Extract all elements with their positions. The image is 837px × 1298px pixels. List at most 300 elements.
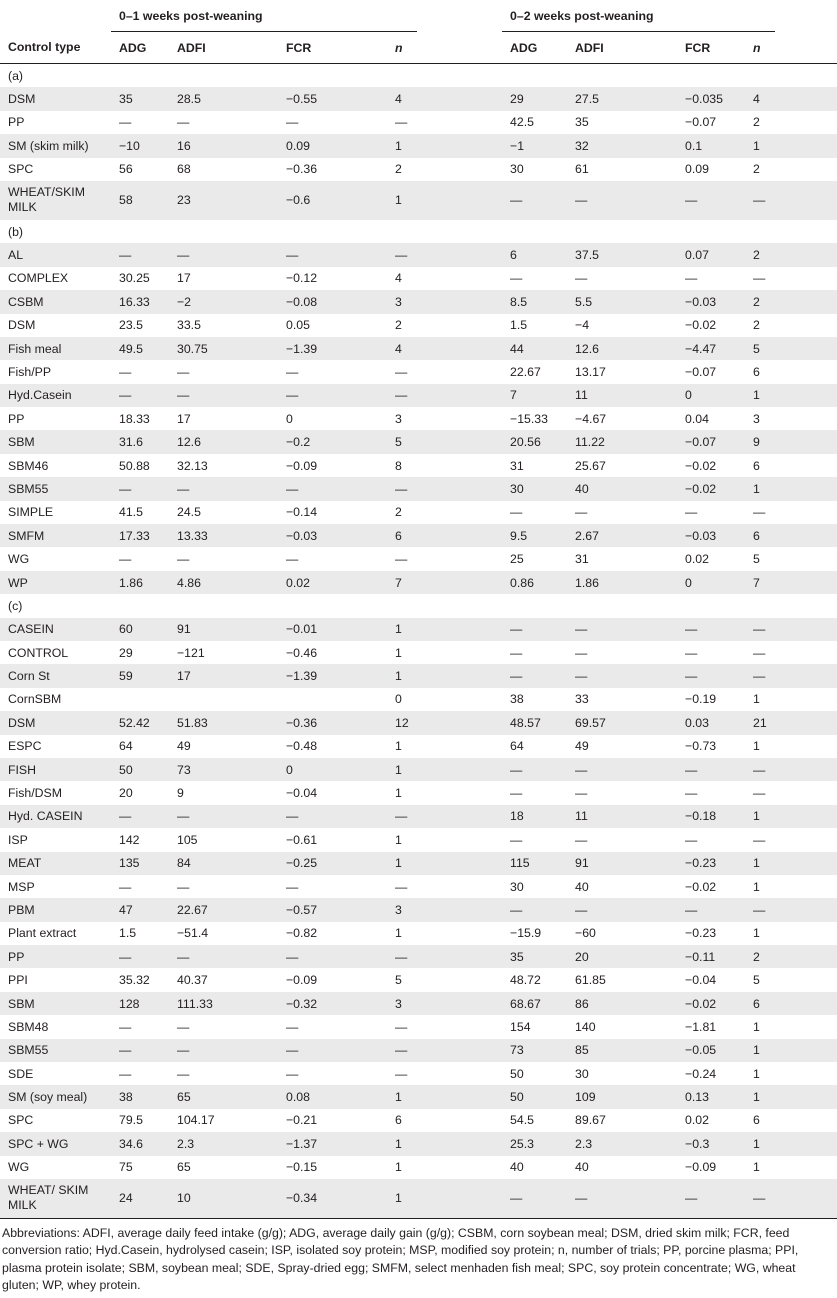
adg-week2-cell: 38 [510,692,524,707]
adg-week2-cell: 35 [502,945,567,968]
fcr-week2-cell: −0.02 [677,477,745,500]
n-week2-cell: 5 [753,552,760,567]
fcr-week1-cell: −0.36 [278,711,387,734]
control-type-cell: Hyd.Casein [0,384,111,407]
fcr-week2-cell: −0.02 [685,458,717,473]
adfi-week2-cell: 61.85 [575,973,606,988]
fcr-week2-cell: — [677,1179,745,1219]
adfi-week1-cell: — [169,243,278,266]
adfi-week2-cell: −4 [575,318,590,333]
n-week2-cell: 3 [753,411,760,426]
n-week2-cell: — [745,618,775,641]
n-week1-cell: 1 [395,645,402,660]
adfi-week2-cell: — [567,181,677,220]
adfi-week2-cell: 40 [567,477,677,500]
adfi-week2-cell: 11 [567,805,677,828]
adg-week1-cell: — [119,552,132,567]
fcr-week2-cell: 0.02 [685,552,709,567]
adfi-week1-cell: 91 [169,618,278,641]
adg-week2-cell: — [502,664,567,687]
table-row [0,735,837,758]
n-week1-cell: 1 [395,926,402,941]
n-week2-cell: 9 [745,430,775,453]
adg-week1-cell: 23.5 [119,318,143,333]
adg-week2-cell: — [502,898,567,921]
adfi-week2-cell: 11 [567,384,677,407]
n-week1-cell: 4 [387,337,417,360]
fcr-week2-cell: 0.03 [677,711,745,734]
column-header-adg-2: ADG [502,32,567,64]
n-week1-cell: 12 [387,711,417,734]
table-row [0,1132,837,1155]
fcr-week1-cell: −0.03 [278,524,387,547]
adfi-week2-cell: 2.3 [567,1132,677,1155]
adfi-week1-cell: 49 [177,739,191,754]
adg-week2-cell: 18 [502,805,567,828]
adg-week2-cell: 44 [502,337,567,360]
control-type-cell: DSM [8,318,36,333]
n-week2-cell: 2 [753,162,760,177]
table-row [0,454,837,477]
fcr-week1-cell: −0.15 [286,1160,318,1175]
adfi-week1-cell: 104.17 [177,1113,215,1128]
adfi-week1-cell: 17 [177,411,191,426]
control-type-cell: Corn St [0,664,111,687]
adfi-week2-cell: 30 [575,1066,589,1081]
adg-week2-cell: — [502,1179,567,1219]
n-week2-cell: 1 [753,879,760,894]
adg-week1-cell: 59 [111,664,169,687]
adg-week2-cell: 20.56 [502,430,567,453]
adg-week1-cell: — [119,364,132,379]
control-type-cell: SBM [0,430,111,453]
adg-week2-cell: 115 [502,852,567,875]
adg-week1-cell: 24 [111,1179,169,1219]
adfi-week1-cell: 23 [169,181,278,220]
adg-week2-cell: 9.5 [502,524,567,547]
n-week1-cell: 1 [387,758,417,781]
adg-week1-cell: 17.33 [111,524,169,547]
adg-week1-cell: 50.88 [119,458,150,473]
header-empty [0,0,111,32]
adfi-week2-cell: 12.6 [567,337,677,360]
table-body [0,64,837,1219]
control-type-cell: SBM48 [8,1019,49,1034]
n-week2-cell: 1 [745,852,775,875]
fcr-week1-cell: 0 [286,411,293,426]
fcr-week2-cell: — [677,758,745,781]
control-type-cell: PBM [0,898,111,921]
adfi-week2-cell: 61 [575,162,589,177]
adg-week2-cell: 29 [502,87,567,110]
adg-week1-cell: 49.5 [111,337,169,360]
n-week1-cell: 1 [387,181,417,220]
adg-week2-cell: 6 [502,243,567,266]
fcr-week1-cell: −0.34 [278,1179,387,1219]
control-type-cell: AL [0,243,111,266]
control-type-cell: SM (skim milk) [0,134,111,157]
fcr-week2-cell: −0.03 [677,290,745,313]
control-type-cell: SDE [8,1066,34,1081]
adfi-week1-cell: — [169,805,278,828]
n-week2-cell: 5 [745,337,775,360]
table-row [0,87,837,110]
adfi-week2-cell: 25.67 [575,458,606,473]
n-week2-cell: 1 [753,1019,760,1034]
adg-week1-cell: — [119,1066,132,1081]
adfi-week2-cell: — [575,271,588,286]
adg-week2-cell: 25 [510,552,524,567]
adfi-week2-cell: 49 [575,739,589,754]
adg-week2-cell: — [502,181,567,220]
control-type-cell: SBM55 [0,1039,111,1062]
adfi-week1-cell: 65 [169,1085,278,1108]
adg-week1-cell: — [111,945,169,968]
control-type-cell: DSM [0,711,111,734]
fcr-week2-cell: — [677,664,745,687]
adfi-week1-cell: 9 [177,786,184,801]
n-week1-cell: 0 [395,692,402,707]
control-type-cell: CONTROL [8,645,69,660]
adfi-week1-cell [169,688,278,711]
table-row [0,477,837,500]
fcr-week1-cell: −1.37 [278,1132,387,1155]
fcr-week1-cell: −1.39 [278,337,387,360]
column-header-adg-1: ADG [111,32,169,64]
column-header-control-type: Control type [0,32,111,64]
adfi-week1-cell: −121 [177,645,205,660]
adg-week1-cell [111,688,169,711]
n-week1-cell: 1 [387,664,417,687]
adfi-week1-cell: 24.5 [177,505,201,520]
fcr-week2-cell: −1.81 [685,1019,717,1034]
fcr-week1-cell: −0.21 [286,1113,318,1128]
adg-week2-cell: 48.72 [510,973,541,988]
adg-week1-cell: 47 [111,898,169,921]
adfi-week1-cell: — [177,364,190,379]
adg-week2-cell: — [510,832,523,847]
fcr-week2-cell: −0.3 [677,1132,745,1155]
adfi-week2-cell: 20 [567,945,677,968]
adg-week1-cell: 29 [119,645,133,660]
adg-week2-cell: 54.5 [510,1113,534,1128]
n-week1-cell: 1 [387,1179,417,1219]
n-week1-cell: — [387,243,417,266]
adg-week2-cell: 31 [510,458,524,473]
fcr-week2-cell: −0.07 [677,430,745,453]
n-week2-cell: 1 [753,926,760,941]
adg-week1-cell: 38 [111,1085,169,1108]
adfi-week1-cell: 33.5 [177,318,201,333]
adfi-week1-cell: — [177,1066,190,1081]
adfi-week1-cell: 17 [177,271,191,286]
control-type-cell: Fish/DSM [8,786,62,801]
n-week1-cell: 1 [395,786,402,801]
n-week1-cell: 1 [387,134,417,157]
fcr-week1-cell: — [278,477,387,500]
adfi-week1-cell: 30.75 [169,337,278,360]
adg-week2-cell: — [510,271,523,286]
adg-week1-cell: — [111,1039,169,1062]
n-week1-cell: — [395,364,408,379]
table-row [0,314,837,337]
n-week2-cell: — [745,664,775,687]
adg-week1-cell: 135 [111,852,169,875]
fcr-week1-cell: −0.6 [278,181,387,220]
control-type-cell: MEAT [0,852,111,875]
adg-week2-cell: 40 [510,1160,524,1175]
adfi-week1-cell: 12.6 [169,430,278,453]
adg-week1-cell: 60 [111,618,169,641]
fcr-week2-cell: 0.09 [685,162,709,177]
adfi-week2-cell: 32 [567,134,677,157]
control-type-cell: SPC [8,162,34,177]
n-week1-cell: 5 [387,430,417,453]
fcr-week1-cell: — [286,115,299,130]
n-week1-cell: 1 [395,832,402,847]
n-week2-cell: — [753,832,766,847]
table-row [0,1109,837,1132]
control-type-cell: ESPC [8,739,42,754]
adg-week2-cell: 68.67 [502,992,567,1015]
adg-week1-cell: — [111,243,169,266]
n-week2-cell: 1 [753,1160,760,1175]
table-row [0,134,837,157]
fcr-week2-cell: 0.13 [677,1085,745,1108]
adfi-week2-cell: — [575,832,588,847]
adfi-week2-cell: — [575,645,588,660]
adg-week2-cell: — [502,758,567,781]
fcr-week1-cell: — [286,879,299,894]
adfi-week1-cell: — [169,477,278,500]
control-type-cell: Hyd. CASEIN [0,805,111,828]
group-header-week2: 0–2 weeks post-weaning [502,0,775,32]
fcr-week2-cell: −0.11 [677,945,745,968]
fcr-week1-cell: −0.25 [278,852,387,875]
adg-week1-cell: — [111,384,169,407]
table-row [0,688,837,711]
control-type-cell: PP [0,945,111,968]
adg-week1-cell: 142 [119,832,140,847]
control-type-cell: Fish/PP [8,364,52,379]
adg-week1-cell: 35.32 [119,973,150,988]
n-week1-cell: 4 [395,271,402,286]
n-week2-cell: 2 [745,290,775,313]
fcr-week1-cell: −0.36 [286,162,318,177]
control-type-cell: SMFM [0,524,111,547]
n-week2-cell: — [745,1179,775,1219]
adfi-week1-cell: 28.5 [169,87,278,110]
section-row [0,64,837,88]
control-type-cell: Plant extract [8,926,77,941]
adg-week1-cell: 1.5 [119,926,137,941]
adfi-week1-cell: — [169,384,278,407]
table-row [0,618,837,641]
adfi-week2-cell: 37.5 [567,243,677,266]
n-week1-cell: — [395,879,408,894]
adg-week2-cell: — [510,645,523,660]
table-row [0,430,837,453]
column-header-adfi-1: ADFI [169,32,278,64]
adg-week2-cell: — [502,618,567,641]
table-row [0,1015,837,1038]
table-row [0,875,837,898]
adg-week1-cell: — [119,1019,132,1034]
adfi-week2-cell: 69.57 [567,711,677,734]
adfi-week2-cell: 109 [567,1085,677,1108]
fcr-week2-cell: — [677,898,745,921]
adg-week1-cell: 20 [119,786,133,801]
adfi-week1-cell: 22.67 [169,898,278,921]
table-row [0,781,837,804]
group-header-week1: 0–1 weeks post-weaning [111,0,417,32]
table-row [0,664,837,687]
n-week1-cell: — [395,552,408,567]
control-type-cell: CASEIN [0,618,111,641]
fcr-week1-cell: — [286,1066,299,1081]
adg-week1-cell: 18.33 [119,411,150,426]
adfi-week2-cell: −4.67 [575,411,607,426]
fcr-week1-cell: 0.02 [278,571,387,594]
n-week2-cell: 1 [753,1066,760,1081]
n-week2-cell: 6 [753,458,760,473]
adfi-week2-cell: — [575,505,588,520]
n-week2-cell: 1 [745,1085,775,1108]
adg-week1-cell: 56 [119,162,133,177]
fcr-week1-cell: −0.82 [286,926,318,941]
n-week1-cell: 1 [387,618,417,641]
adfi-week2-cell: 85 [567,1039,677,1062]
control-type-cell: WHEAT/ SKIM MILK [0,1179,111,1219]
n-week2-cell: 2 [745,945,775,968]
n-week2-cell: 4 [745,87,775,110]
fcr-week2-cell: −0.04 [685,973,717,988]
adfi-week2-cell: 35 [575,115,589,130]
fcr-week2-cell: — [685,832,698,847]
n-week2-cell: 6 [753,1113,760,1128]
control-type-cell: SIMPLE [8,505,54,520]
n-week1-cell: 3 [395,411,402,426]
n-week1-cell: — [387,1039,417,1062]
column-header-n-1: n [387,32,417,64]
fcr-week2-cell: 0 [677,384,745,407]
n-week1-cell: — [395,115,408,130]
control-type-cell: FISH [0,758,111,781]
fcr-week1-cell: — [278,243,387,266]
fcr-week1-cell: −0.09 [286,973,318,988]
n-week2-cell: 1 [753,692,760,707]
n-week2-cell: 6 [753,364,760,379]
control-type-cell: DSM [0,87,111,110]
control-type-cell: SBM55 [0,477,111,500]
control-type-cell: PP [8,115,25,130]
fcr-week1-cell: — [278,945,387,968]
n-week2-cell: — [745,181,775,220]
fcr-week1-cell: 0 [278,758,387,781]
adfi-week1-cell: — [177,1019,190,1034]
table-row [0,181,837,220]
adfi-week2-cell: — [567,664,677,687]
adg-week2-cell: 8.5 [502,290,567,313]
table-row [0,337,837,360]
fcr-week1-cell: −0.12 [286,271,318,286]
adfi-week2-cell: 33 [575,692,589,707]
n-week2-cell: 1 [745,134,775,157]
n-week2-cell: — [745,758,775,781]
adg-week2-cell: 22.67 [510,364,541,379]
table-row [0,524,837,547]
table-row [0,852,837,875]
n-week2-cell: 1 [745,805,775,828]
fcr-week2-cell: 0 [677,571,745,594]
n-week1-cell: 7 [387,571,417,594]
fcr-week1-cell: −0.09 [286,458,318,473]
n-week1-cell: 3 [387,992,417,1015]
fcr-week2-cell: −0.73 [685,739,717,754]
n-week2-cell: — [753,271,766,286]
table-row [0,1039,837,1062]
n-week1-cell: 1 [395,1160,402,1175]
adfi-week2-cell: — [567,618,677,641]
adfi-week2-cell: — [567,898,677,921]
control-type-cell: PP [8,411,25,426]
adg-week1-cell: 35 [111,87,169,110]
n-week2-cell: 1 [745,1039,775,1062]
n-week2-cell: 5 [753,973,760,988]
adfi-week1-cell: 10 [169,1179,278,1219]
control-type-cell: ISP [8,832,28,847]
control-type-cell: SPC + WG [0,1132,111,1155]
n-week1-cell: 1 [387,852,417,875]
adg-week1-cell: 50 [111,758,169,781]
table-row [0,945,837,968]
adfi-week1-cell: 73 [169,758,278,781]
adfi-week1-cell: 2.3 [169,1132,278,1155]
adfi-week2-cell: 40 [575,879,589,894]
table-header [0,0,837,64]
fcr-week2-cell: −0.07 [685,364,717,379]
n-week1-cell: — [387,384,417,407]
n-week1-cell: 6 [395,1113,402,1128]
adg-week2-cell: −15.9 [510,926,542,941]
adg-week2-cell: 1.5 [510,318,528,333]
table-row [0,992,837,1015]
fcr-week1-cell: — [278,384,387,407]
control-type-cell: CornSBM [8,692,62,707]
n-week2-cell: 21 [745,711,775,734]
adfi-week1-cell: 16 [169,134,278,157]
table-row [0,407,837,430]
fcr-week1-cell: — [278,1039,387,1062]
section-row [0,220,837,243]
fcr-week2-cell: −0.05 [677,1039,745,1062]
n-week2-cell: 1 [745,1132,775,1155]
n-week1-cell: 1 [387,1085,417,1108]
n-week1-cell: 1 [387,1132,417,1155]
section-label: (a) [8,68,24,83]
column-header-fcr-2: FCR [677,32,745,64]
adfi-week2-cell: 86 [567,992,677,1015]
fcr-week1-cell: 0.05 [286,318,310,333]
n-week2-cell: — [753,505,766,520]
control-type-cell: CSBM [0,290,111,313]
n-week1-cell: 1 [395,739,402,754]
fcr-week2-cell: 0.07 [677,243,745,266]
fcr-week1-cell: −0.04 [286,786,318,801]
adg-week2-cell: 42.5 [510,115,534,130]
n-week1-cell: 3 [387,898,417,921]
n-week1-cell: 5 [395,973,402,988]
